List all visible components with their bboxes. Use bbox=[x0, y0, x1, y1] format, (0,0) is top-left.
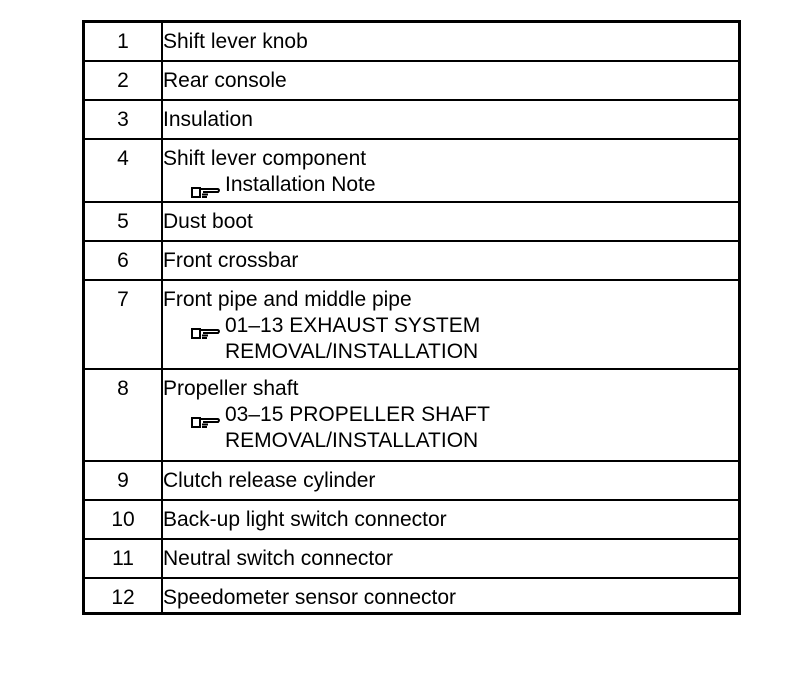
item-description: Neutral switch connector bbox=[162, 539, 740, 578]
item-description: Insulation bbox=[162, 100, 740, 139]
item-description: Speedometer sensor connector bbox=[162, 578, 740, 614]
item-number: 10 bbox=[84, 500, 163, 539]
table-row bbox=[84, 461, 740, 500]
item-description: Shift lever component bbox=[163, 146, 367, 170]
reference-text: Installation Note bbox=[225, 172, 376, 196]
pointing-hand-icon bbox=[191, 410, 225, 424]
table-row bbox=[84, 61, 740, 100]
reference-note bbox=[163, 172, 738, 198]
item-description-cell bbox=[162, 369, 740, 461]
item-description-cell bbox=[162, 280, 740, 369]
item-description: Back-up light switch connector bbox=[162, 500, 740, 539]
item-description: Rear console bbox=[162, 61, 740, 100]
item-description: Shift lever knob bbox=[162, 22, 740, 61]
item-number: 12 bbox=[84, 578, 163, 614]
item-description: Propeller shaft bbox=[163, 376, 299, 400]
item-number: 6 bbox=[84, 241, 163, 280]
item-number: 9 bbox=[84, 461, 163, 500]
item-description: Dust boot bbox=[162, 202, 740, 241]
table-row bbox=[84, 280, 740, 369]
reference-note bbox=[163, 402, 738, 454]
reference-text: 03–15 PROPELLER SHAFT bbox=[225, 402, 490, 426]
item-description: Clutch release cylinder bbox=[162, 461, 740, 500]
pointing-hand-icon bbox=[191, 321, 225, 335]
parts-table bbox=[82, 20, 741, 615]
reference-text: 01–13 EXHAUST SYSTEM bbox=[225, 313, 481, 337]
item-description: Front crossbar bbox=[162, 241, 740, 280]
table-row bbox=[84, 369, 740, 461]
table-row bbox=[84, 139, 740, 202]
item-number: 1 bbox=[84, 22, 163, 61]
pointing-hand-icon bbox=[191, 180, 225, 194]
item-number: 5 bbox=[84, 202, 163, 241]
table-row bbox=[84, 578, 740, 614]
item-number: 3 bbox=[84, 100, 163, 139]
table-row bbox=[84, 22, 740, 61]
reference-text: REMOVAL/INSTALLATION bbox=[225, 428, 479, 452]
reference-text: REMOVAL/INSTALLATION bbox=[225, 339, 479, 363]
table-row bbox=[84, 241, 740, 280]
item-description-cell bbox=[162, 139, 740, 202]
table-row bbox=[84, 500, 740, 539]
reference-text-block bbox=[225, 402, 490, 454]
table-row bbox=[84, 100, 740, 139]
item-number: 2 bbox=[84, 61, 163, 100]
item-number: 4 bbox=[84, 139, 163, 202]
item-number: 7 bbox=[84, 280, 163, 369]
reference-note bbox=[163, 313, 738, 365]
item-number: 11 bbox=[84, 539, 163, 578]
table-row bbox=[84, 539, 740, 578]
table-row bbox=[84, 202, 740, 241]
item-number: 8 bbox=[84, 369, 163, 461]
reference-text-block bbox=[225, 313, 480, 365]
item-description: Front pipe and middle pipe bbox=[163, 287, 412, 311]
